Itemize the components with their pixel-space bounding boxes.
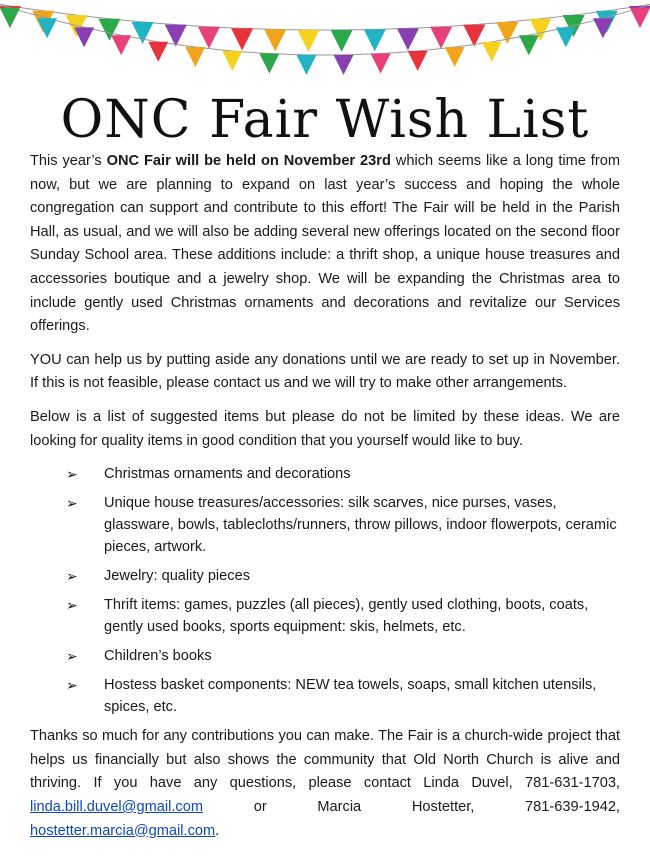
bunting-flag <box>148 42 168 62</box>
bunting-flag <box>519 35 539 55</box>
bunting-flag <box>556 27 576 47</box>
bunting-flag <box>296 55 316 75</box>
bunting-flag <box>222 51 242 71</box>
page-title: ONC Fair Wish List <box>60 90 590 150</box>
list-item <box>66 674 620 718</box>
list-item <box>66 463 620 485</box>
suggestion-paragraph: Below is a list of suggested items but please do not be limited by these ideas. We are looking for quality items in good condition that you yourself would like to buy. <box>30 408 620 449</box>
list-item-text: Thrift items: games, puzzles (all pieces), gently used clothing, boots, coats, gently used books, sports equipment: skis, helmets, etc. <box>104 597 589 636</box>
bunting-flag <box>37 18 57 38</box>
bunting-flag <box>364 29 386 51</box>
bunting-flag <box>0 8 20 28</box>
list-item-text: Hostess basket components: NEW tea towels, soaps, small kitchen utensils, spices, etc. <box>104 677 597 716</box>
bunting-string <box>0 2 650 55</box>
bunting-flag <box>74 27 94 47</box>
list-item <box>66 594 620 638</box>
bunting-flag <box>445 47 465 67</box>
closing-paragraph <box>30 725 620 843</box>
bunting-flag <box>430 27 452 49</box>
bunting-flag <box>593 18 613 38</box>
list-item-text: Christmas ornaments and decorations <box>104 466 351 483</box>
arrow-bullet-icon: ➢ <box>66 597 78 614</box>
list-item <box>66 492 620 558</box>
bunting-flag <box>259 54 279 74</box>
intro-paragraph <box>30 150 620 339</box>
bunting-flag <box>331 30 353 52</box>
bunting-flag <box>297 30 319 52</box>
list-item <box>66 645 620 667</box>
closing-mid: or Marcia Hostetter, 781-639-1942, <box>203 798 620 815</box>
donation-paragraph: YOU can help us by putting aside any donations until we are ready to set up in November. If this is not feasible, please contact us and we will try to make other arrangements. <box>30 351 620 392</box>
arrow-bullet-icon: ➢ <box>66 495 78 512</box>
list-item-text: Children’s books <box>104 648 212 665</box>
bunting-flag <box>482 42 502 62</box>
bunting-string <box>0 3 650 30</box>
bunting-flag <box>264 29 286 51</box>
closing-text: Thanks so much for any contributions you can make. The Fair is a church-wide project that helps us financially but also shows the community that Old North Church is alive and thriving. If you have any questions, please contact Linda Duvel, 781-631-1703, <box>30 728 620 792</box>
arrow-bullet-icon: ➢ <box>66 568 78 585</box>
bunting-flag <box>111 35 131 55</box>
fair-date-highlight: ONC Fair will be held on November 23rd <box>106 153 391 169</box>
closing-end: . <box>215 822 220 839</box>
email-link-linda[interactable]: linda.bill.duvel@gmail.com <box>30 798 203 815</box>
bunting-flag <box>397 28 419 50</box>
bunting-flag <box>231 28 253 50</box>
email-link-marcia[interactable]: hostetter.marcia@gmail.com <box>30 822 216 839</box>
bunting-flag <box>334 55 354 75</box>
arrow-bullet-icon: ➢ <box>66 677 78 694</box>
bunting-flag <box>371 54 391 74</box>
list-item <box>66 565 620 587</box>
document-body <box>30 150 620 853</box>
arrow-bullet-icon: ➢ <box>66 648 78 665</box>
bunting-flag <box>185 47 205 67</box>
list-item-text: Jewelry: quality pieces <box>104 568 251 585</box>
bunting-flag <box>408 51 428 71</box>
intro-rest: which seems like a long time from now, but we are planning to expand on last year’s success and hoping the whole congregation can support and contribute to this effort! The Fair will be held in the Parish Hall, as usual, and we will also be adding several new offerings located on the second floor Sunday School area. These additions include: a thrift shop, a unique house treasures and accessories boutique and a jewelry shop. We will be expanding the Christmas area to include gently used Christmas ornaments and decorations and revitalize our Services offerings. <box>30 153 620 335</box>
arrow-bullet-icon: ➢ <box>66 466 78 483</box>
bunting-flag <box>198 27 220 49</box>
bunting-flag <box>630 8 650 28</box>
bunting-banner <box>0 0 650 100</box>
wish-list <box>30 463 620 718</box>
list-item-text: Unique house treasures/accessories: silk scarves, nice purses, vases, glassware, bowls, tablecloths/runners, throw pillows, indoor flowerpots, ceramic pieces, artwork. <box>104 495 617 556</box>
intro-lead: This year’s <box>30 153 107 169</box>
